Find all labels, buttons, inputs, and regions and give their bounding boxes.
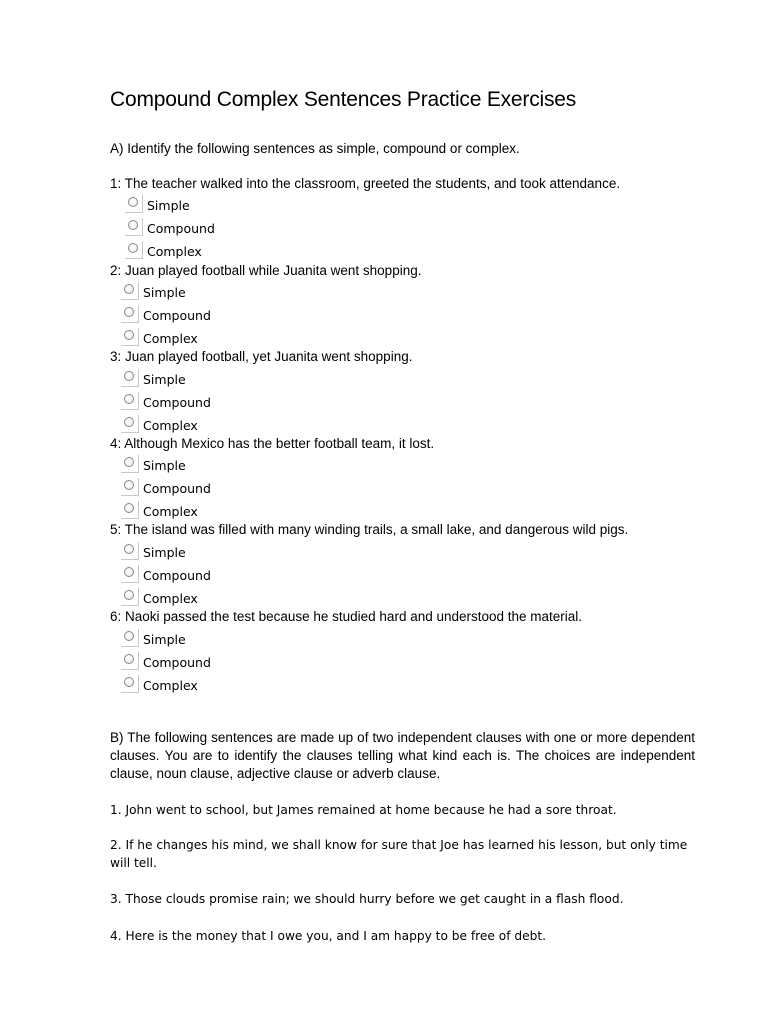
radio-icon[interactable] bbox=[121, 652, 139, 670]
part-b-sentence-3: 3. Those clouds promise rain; we should hurry before we get caught in a flash flood. bbox=[110, 892, 624, 906]
option-label: Complex bbox=[147, 244, 202, 259]
radio-icon[interactable] bbox=[121, 565, 139, 583]
radio-icon[interactable] bbox=[121, 305, 139, 323]
radio-icon[interactable] bbox=[121, 542, 139, 560]
radio-icon[interactable] bbox=[125, 195, 143, 213]
radio-icon[interactable] bbox=[121, 392, 139, 410]
option-label: Compound bbox=[143, 308, 211, 323]
radio-icon[interactable] bbox=[121, 415, 139, 433]
part-b-sentence-2: 2. If he changes his mind, we shall know for sure that Joe has learned his lesson, but only time will tell. bbox=[110, 838, 688, 870]
radio-icon[interactable] bbox=[121, 328, 139, 346]
question-3-text: 3: Juan played football, yet Juanita went shopping. bbox=[110, 349, 413, 364]
radio-icon[interactable] bbox=[121, 478, 139, 496]
radio-icon[interactable] bbox=[121, 455, 139, 473]
option-label: Compound bbox=[143, 568, 211, 583]
part-b-sentence-1: 1. John went to school, but James remained at home because he had a sore throat. bbox=[110, 803, 617, 817]
part-b-sentence-4: 4. Here is the money that I owe you, and I am happy to be free of debt. bbox=[110, 929, 547, 943]
option-label: Simple bbox=[143, 458, 186, 473]
option-label: Complex bbox=[143, 678, 198, 693]
option-label: Simple bbox=[143, 285, 186, 300]
radio-icon[interactable] bbox=[125, 241, 143, 259]
option-label: Compound bbox=[143, 655, 211, 670]
question-4-text: 4: Although Mexico has the better football team, it lost. bbox=[110, 436, 435, 451]
option-label: Complex bbox=[143, 504, 198, 519]
part-b-instruction: B) The following sentences are made up of two independent clauses with one or more dependent clauses. You are to identify the clauses telling what kind each is. The choices are independent clause, noun clause, adjective clause or adverb clause. bbox=[110, 730, 695, 781]
radio-icon[interactable] bbox=[121, 629, 139, 647]
option-label: Compound bbox=[143, 481, 211, 496]
page-title: Compound Complex Sentences Practice Exercises bbox=[110, 88, 577, 111]
radio-icon[interactable] bbox=[121, 501, 139, 519]
option-label: Compound bbox=[147, 221, 215, 236]
radio-icon[interactable] bbox=[121, 369, 139, 387]
question-1-text: 1: The teacher walked into the classroom, greeted the students, and took attendance. bbox=[110, 176, 621, 191]
radio-icon[interactable] bbox=[121, 282, 139, 300]
option-label: Simple bbox=[147, 198, 190, 213]
option-label: Complex bbox=[143, 418, 198, 433]
question-6-text: 6: Naoki passed the test because he studied hard and understood the material. bbox=[110, 609, 583, 624]
option-label: Compound bbox=[143, 395, 211, 410]
option-label: Simple bbox=[143, 545, 186, 560]
option-label: Complex bbox=[143, 591, 198, 606]
option-label: Complex bbox=[143, 331, 198, 346]
question-2-text: 2: Juan played football while Juanita went shopping. bbox=[110, 263, 422, 278]
option-label: Simple bbox=[143, 372, 186, 387]
part-a-instruction: A) Identify the following sentences as simple, compound or complex. bbox=[110, 141, 520, 156]
question-5-text: 5: The island was filled with many winding trails, a small lake, and dangerous wild pigs. bbox=[110, 522, 629, 537]
radio-icon[interactable] bbox=[121, 675, 139, 693]
radio-icon[interactable] bbox=[125, 218, 143, 236]
radio-icon[interactable] bbox=[121, 588, 139, 606]
option-label: Simple bbox=[143, 632, 186, 647]
